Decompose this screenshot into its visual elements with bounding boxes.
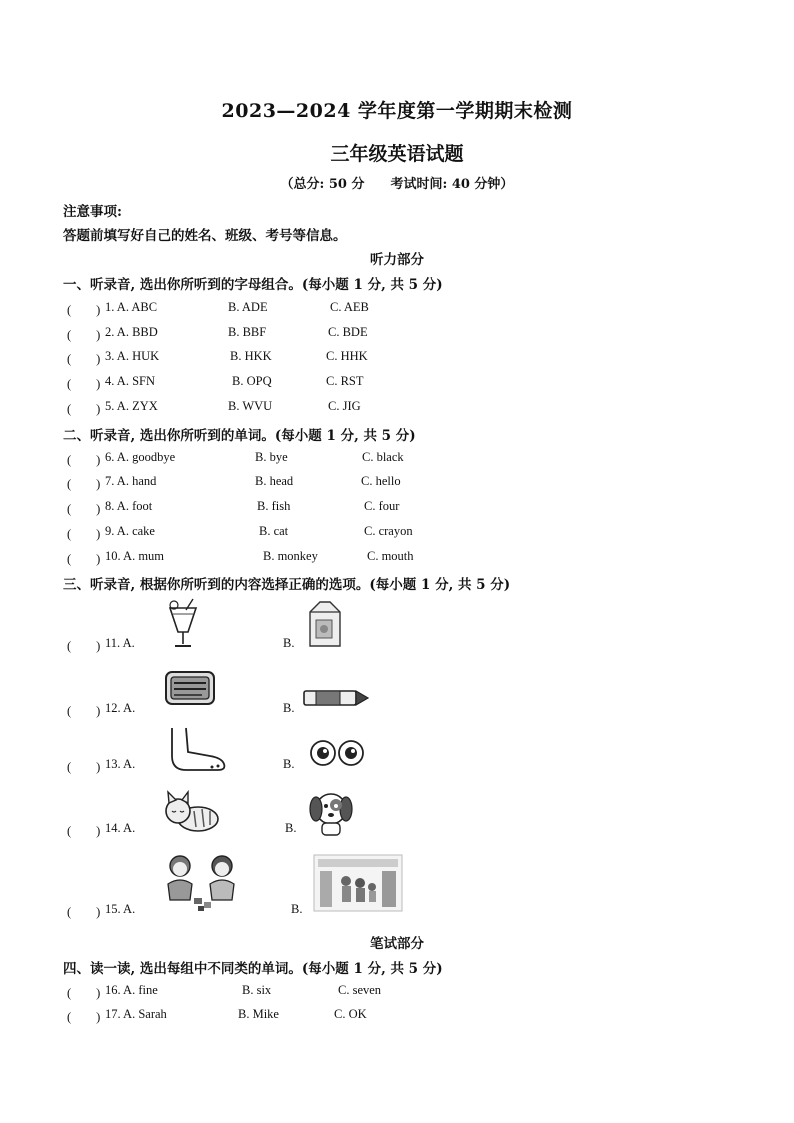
option-b: B.: [283, 757, 295, 771]
option-c: C. four: [364, 499, 400, 513]
section2-title: 二、听录音, 选出你所听到的单词。(每小题 1 分, 共 5 分): [63, 428, 416, 444]
option-b: B. fish: [257, 499, 291, 513]
answer-blank[interactable]: ( ): [67, 502, 101, 516]
option-b: B. Mike: [238, 1007, 279, 1021]
option-b: B. ADE: [228, 300, 268, 314]
exam-subtitle: 三年级英语试题: [330, 143, 464, 165]
answer-blank[interactable]: ( ): [67, 328, 101, 342]
answer-blank[interactable]: ( ): [67, 760, 101, 774]
option-a: 17. A. Sarah: [105, 1007, 167, 1021]
cat-icon: [160, 789, 222, 835]
option-c: C. OK: [334, 1007, 367, 1021]
option-a: 14. A.: [105, 821, 136, 835]
option-b: B. head: [255, 474, 294, 488]
option-c: C. black: [362, 450, 404, 464]
option-b: B. monkey: [263, 549, 318, 563]
writing-part-heading: 笔试部分: [370, 936, 424, 952]
answer-blank[interactable]: ( ): [67, 402, 101, 416]
answer-blank[interactable]: ( ): [67, 352, 101, 366]
option-c: C. seven: [338, 983, 382, 997]
option-c: C. BDE: [328, 325, 368, 339]
section3-title: 三、听录音, 根据你所听到的内容选择正确的选项。(每小题 1 分, 共 5 分): [63, 577, 511, 593]
option-c: C. AEB: [330, 300, 369, 314]
answer-blank[interactable]: ( ): [67, 303, 101, 317]
option-b: B.: [285, 821, 297, 835]
option-c: C. JIG: [328, 399, 361, 413]
option-b: B. six: [242, 983, 272, 997]
children-playing-icon: [160, 852, 252, 914]
option-a: 10. A. mum: [105, 549, 165, 563]
answer-blank[interactable]: ( ): [67, 824, 101, 838]
option-b: B. cat: [259, 524, 289, 538]
section1-title: 一、听录音, 选出你所听到的字母组合。(每小题 1 分, 共 5 分): [63, 277, 443, 293]
option-a: 12. A.: [105, 701, 136, 715]
option-a: 15. A.: [105, 902, 136, 916]
option-a: 8. A. foot: [105, 499, 153, 513]
option-a: 7. A. hand: [105, 474, 157, 488]
option-c: C. crayon: [364, 524, 413, 538]
option-b: B.: [283, 636, 295, 650]
answer-blank[interactable]: ( ): [67, 905, 101, 919]
answer-blank[interactable]: ( ): [67, 453, 101, 467]
juice-glass-icon: [166, 598, 200, 650]
option-a: 5. A. ZYX: [105, 399, 158, 413]
answer-blank[interactable]: ( ): [67, 704, 101, 718]
option-b: B. BBF: [228, 325, 267, 339]
option-a: 9. A. cake: [105, 524, 155, 538]
option-c: C. mouth: [367, 549, 414, 563]
option-b: B. WVU: [228, 399, 273, 413]
eyes-icon: [308, 738, 366, 768]
option-a: 11. A.: [105, 636, 135, 650]
section4-title: 四、读一读, 选出每组中不同类的单词。(每小题 1 分, 共 5 分): [63, 961, 443, 977]
option-b: B. bye: [255, 450, 288, 464]
milk-carton-icon: [302, 600, 348, 650]
dog-icon: [306, 787, 356, 837]
option-b: B. HKK: [230, 349, 272, 363]
option-c: C. hello: [361, 474, 401, 488]
option-b: B.: [283, 701, 295, 715]
listening-part-heading: 听力部分: [370, 252, 424, 268]
option-a: 3. A. HUK: [105, 349, 160, 363]
crayon-icon: [302, 686, 370, 710]
exam-meta: （总分: 50 分 考试时间: 40 分钟）: [280, 177, 514, 192]
exam-title: 2023—2024 学年度第一学期期末检测: [221, 100, 573, 122]
answer-blank[interactable]: ( ): [67, 1010, 101, 1024]
answer-blank[interactable]: ( ): [67, 477, 101, 491]
answer-blank[interactable]: ( ): [67, 552, 101, 566]
option-a: 1. A. ABC: [105, 300, 158, 314]
option-a: 2. A. BBD: [105, 325, 158, 339]
option-c: C. HHK: [326, 349, 368, 363]
option-a: 6. A. goodbye: [105, 450, 176, 464]
option-b: B.: [291, 902, 303, 916]
answer-blank[interactable]: ( ): [67, 377, 101, 391]
option-a: 13. A.: [105, 757, 136, 771]
answer-blank[interactable]: ( ): [67, 527, 101, 541]
notes-heading: 注意事项:: [63, 204, 122, 220]
answer-blank[interactable]: ( ): [67, 639, 101, 653]
pencil-box-icon: [162, 664, 218, 712]
answer-blank[interactable]: ( ): [67, 986, 101, 1000]
option-c: C. RST: [326, 374, 364, 388]
option-a: 4. A. SFN: [105, 374, 156, 388]
option-b: B. OPQ: [232, 374, 272, 388]
foot-icon: [164, 726, 228, 774]
notes-text: 答题前填写好自己的姓名、班级、考号等信息。: [63, 228, 347, 244]
option-a: 16. A. fine: [105, 983, 158, 997]
family-scene-icon: [312, 853, 404, 913]
